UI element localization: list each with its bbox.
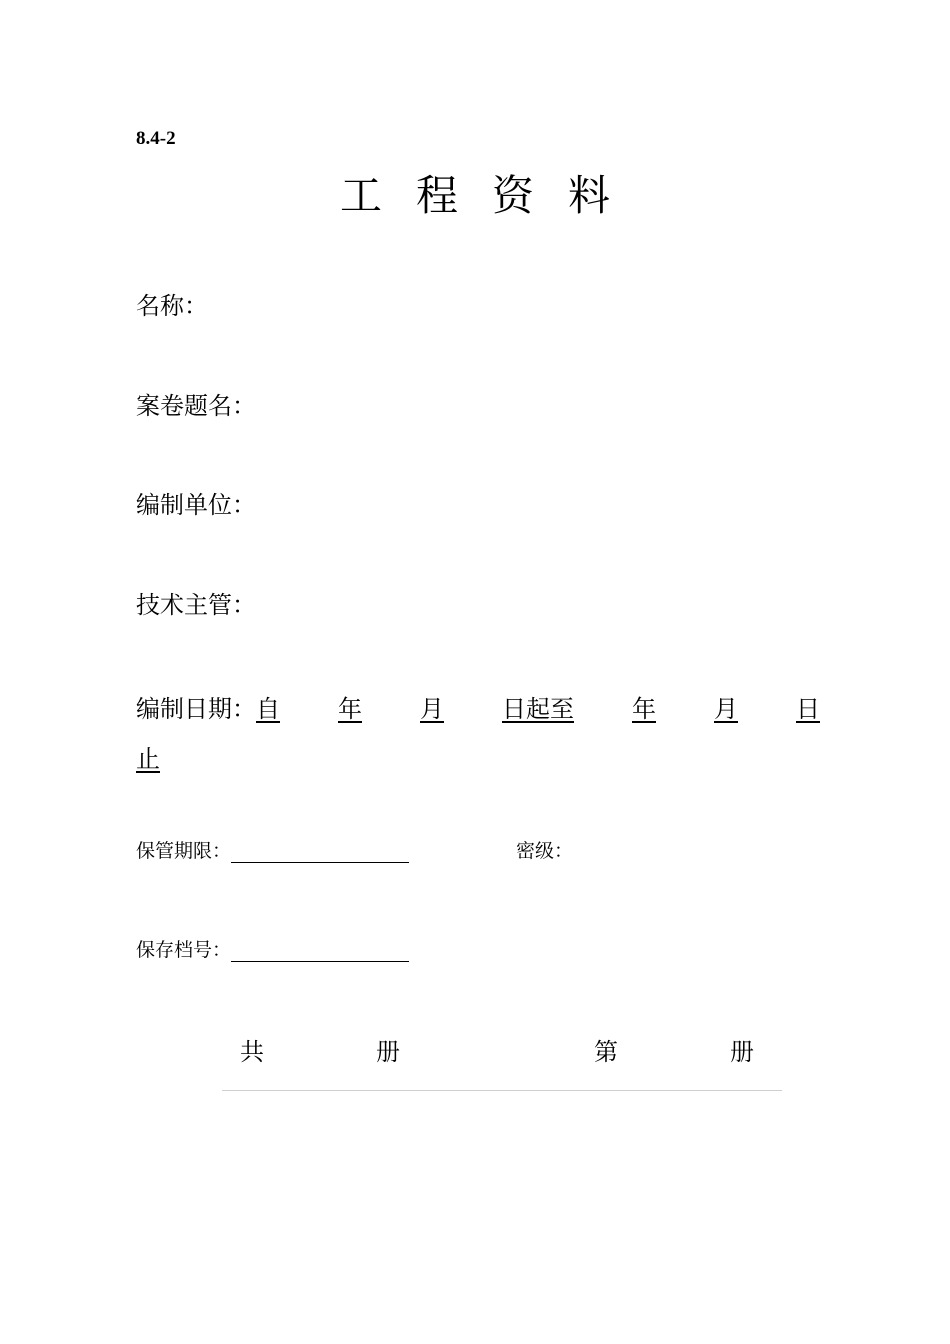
date-day-to: 日 <box>796 695 820 723</box>
total-volumes-suffix: 册 <box>376 1038 400 1066</box>
title-char-4: 料 <box>568 171 611 220</box>
date-from-text: 自 <box>256 695 280 723</box>
date-month-2: 月 <box>714 695 738 723</box>
title-char-1: 工 <box>339 171 382 220</box>
compile-date-field <box>136 684 858 784</box>
tech-supervisor-field-label: 技术主管： <box>136 591 256 619</box>
compile-date-label: 编制日期： <box>136 695 256 723</box>
title-char-3: 资 <box>492 171 535 220</box>
date-month-1: 月 <box>420 695 444 723</box>
archive-number-blank[interactable] <box>231 939 409 962</box>
archive-number-label: 保存档号： <box>136 939 232 961</box>
case-title-field-label: 案卷题名： <box>136 392 256 420</box>
retention-period-blank[interactable] <box>231 840 409 863</box>
name-field-label: 名称： <box>136 292 208 320</box>
date-year-2: 年 <box>632 695 656 723</box>
date-day-from: 日起至 <box>502 695 574 723</box>
retention-period-label: 保管期限： <box>136 840 232 862</box>
document-title <box>0 163 950 223</box>
document-code: 8.4-2 <box>136 128 176 149</box>
total-volumes-prefix: 共 <box>240 1038 264 1066</box>
retention-period-field <box>136 836 409 863</box>
compile-unit-field-label: 编制单位： <box>136 491 256 519</box>
date-end-text: 止 <box>136 745 160 773</box>
secret-level-label: 密级： <box>516 840 574 862</box>
date-year-1: 年 <box>338 695 362 723</box>
bottom-divider <box>222 1090 782 1091</box>
volume-index-prefix: 第 <box>594 1038 618 1066</box>
archive-number-field <box>136 935 409 962</box>
title-char-2: 程 <box>415 171 458 220</box>
volume-index-suffix: 册 <box>730 1038 754 1066</box>
